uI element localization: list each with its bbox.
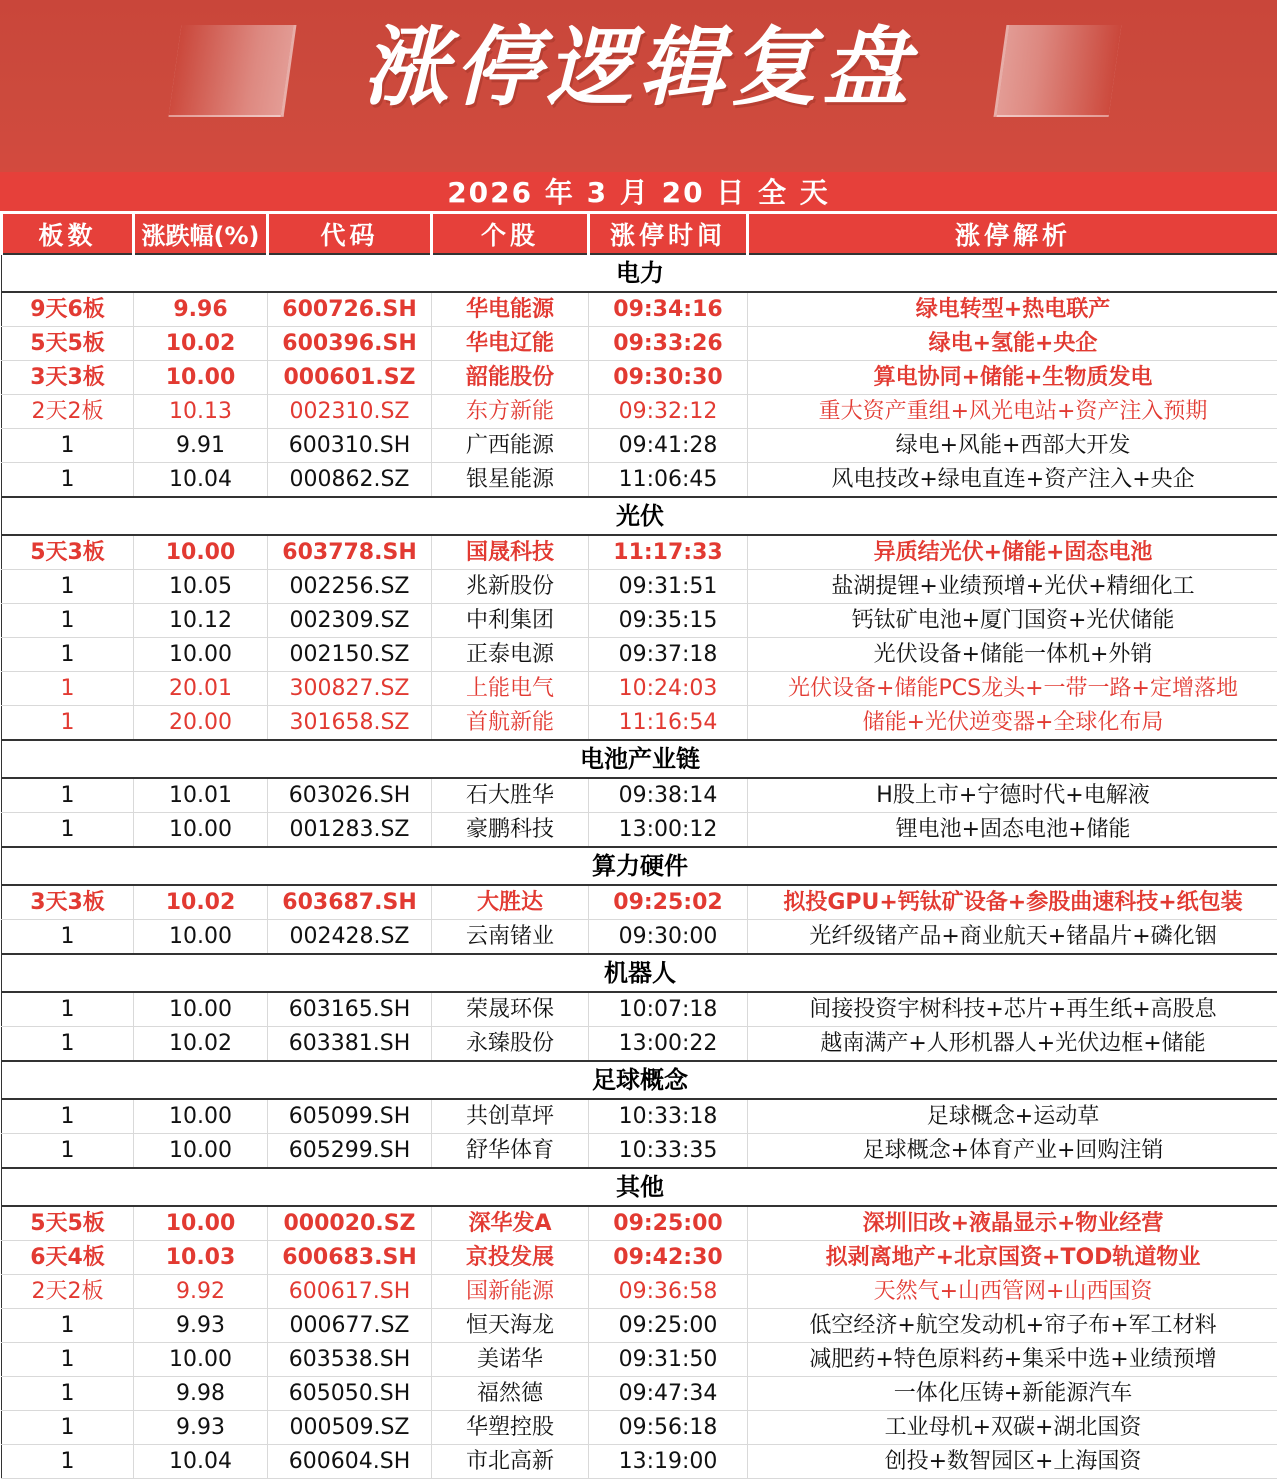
cell-stock-name: 共创草坪 <box>432 1099 589 1134</box>
cell-limit-time: 09:31:51 <box>589 570 748 604</box>
cell-limit-time: 13:00:22 <box>589 1027 748 1062</box>
table-row <box>2 1343 1277 1377</box>
cell-stock-name: 美诺华 <box>432 1343 589 1377</box>
cell-boards: 1 <box>2 570 134 604</box>
cell-change-pct: 10.00 <box>134 638 268 672</box>
cell-boards: 1 <box>2 1377 134 1411</box>
table-row <box>2 1411 1277 1445</box>
cell-change-pct: 10.00 <box>134 813 268 848</box>
cell-change-pct: 10.00 <box>134 1134 268 1169</box>
cell-stock-name: 上能电气 <box>432 672 589 706</box>
cell-code: 000020.SZ <box>268 1206 432 1241</box>
cell-limit-time: 09:25:02 <box>589 885 748 920</box>
cell-stock-name: 恒天海龙 <box>432 1309 589 1343</box>
column-header-boards: 板数 <box>2 214 134 254</box>
cell-change-pct: 10.12 <box>134 604 268 638</box>
cell-stock-name: 豪鹏科技 <box>432 813 589 848</box>
table-row <box>2 1134 1277 1169</box>
cell-stock-name: 舒华体育 <box>432 1134 589 1169</box>
cell-analysis: 算电协同+储能+生物质发电 <box>748 361 1277 395</box>
cell-analysis: 足球概念+体育产业+回购注销 <box>748 1134 1277 1169</box>
cell-change-pct: 10.00 <box>134 992 268 1027</box>
table-row <box>2 672 1277 706</box>
cell-limit-time: 10:33:35 <box>589 1134 748 1169</box>
cell-code: 605050.SH <box>268 1377 432 1411</box>
table-row <box>2 1241 1277 1275</box>
table-body <box>2 254 1277 1479</box>
table-row <box>2 570 1277 604</box>
cell-limit-time: 09:36:58 <box>589 1275 748 1309</box>
cell-code: 603026.SH <box>268 778 432 813</box>
cell-limit-time: 09:47:34 <box>589 1377 748 1411</box>
cell-code: 600683.SH <box>268 1241 432 1275</box>
cell-code: 603538.SH <box>268 1343 432 1377</box>
cell-code: 002309.SZ <box>268 604 432 638</box>
cell-stock-name: 市北高新 <box>432 1445 589 1479</box>
cell-analysis: 重大资产重组+风光电站+资产注入预期 <box>748 395 1277 429</box>
table-row <box>2 463 1277 498</box>
cell-code: 605099.SH <box>268 1099 432 1134</box>
section-header-row <box>2 740 1277 778</box>
cell-stock-name: 东方新能 <box>432 395 589 429</box>
cell-change-pct: 10.02 <box>134 1027 268 1062</box>
cell-boards: 3天3板 <box>2 361 134 395</box>
cell-limit-time: 11:17:33 <box>589 535 748 570</box>
cell-change-pct: 10.02 <box>134 327 268 361</box>
cell-stock-name: 国新能源 <box>432 1275 589 1309</box>
cell-stock-name: 银星能源 <box>432 463 589 498</box>
cell-stock-name: 华电能源 <box>432 292 589 327</box>
table-row <box>2 706 1277 741</box>
cell-boards: 1 <box>2 1445 134 1479</box>
section-header-row <box>2 954 1277 992</box>
cell-change-pct: 10.03 <box>134 1241 268 1275</box>
cell-change-pct: 10.00 <box>134 1343 268 1377</box>
table-row <box>2 638 1277 672</box>
cell-boards: 1 <box>2 813 134 848</box>
cell-stock-name: 韶能股份 <box>432 361 589 395</box>
cell-limit-time: 11:06:45 <box>589 463 748 498</box>
cell-code: 603687.SH <box>268 885 432 920</box>
cell-code: 301658.SZ <box>268 706 432 741</box>
column-header-analysis: 涨停解析 <box>748 214 1277 254</box>
cell-boards: 1 <box>2 1027 134 1062</box>
cell-limit-time: 09:31:50 <box>589 1343 748 1377</box>
cell-code: 300827.SZ <box>268 672 432 706</box>
cell-code: 605299.SH <box>268 1134 432 1169</box>
cell-analysis: 盐湖提锂+业绩预增+光伏+精细化工 <box>748 570 1277 604</box>
table-row <box>2 1275 1277 1309</box>
cell-change-pct: 9.98 <box>134 1377 268 1411</box>
cell-analysis: 绿电转型+热电联产 <box>748 292 1277 327</box>
cell-analysis: 锂电池+固态电池+储能 <box>748 813 1277 848</box>
cell-limit-time: 09:25:00 <box>589 1206 748 1241</box>
table-row <box>2 429 1277 463</box>
cell-boards: 1 <box>2 672 134 706</box>
table-row <box>2 992 1277 1027</box>
cell-analysis: 光伏设备+储能一体机+外销 <box>748 638 1277 672</box>
table-row <box>2 1027 1277 1062</box>
cell-boards: 1 <box>2 604 134 638</box>
cell-limit-time: 13:19:00 <box>589 1445 748 1479</box>
column-header-code: 代码 <box>268 214 432 254</box>
cell-stock-name: 京投发展 <box>432 1241 589 1275</box>
title-banner <box>0 0 1277 172</box>
limit-up-table <box>0 214 1277 1479</box>
cell-change-pct: 10.00 <box>134 1206 268 1241</box>
cell-analysis: 工业母机+双碳+湖北国资 <box>748 1411 1277 1445</box>
cell-boards: 1 <box>2 638 134 672</box>
cell-analysis: 一体化压铸+新能源汽车 <box>748 1377 1277 1411</box>
cell-stock-name: 首航新能 <box>432 706 589 741</box>
cell-code: 002428.SZ <box>268 920 432 955</box>
table-row <box>2 920 1277 955</box>
cell-limit-time: 09:30:30 <box>589 361 748 395</box>
table-row <box>2 395 1277 429</box>
section-header-row <box>2 497 1277 535</box>
table-row <box>2 292 1277 327</box>
cell-limit-time: 09:41:28 <box>589 429 748 463</box>
section-header-row <box>2 847 1277 885</box>
cell-limit-time: 09:35:15 <box>589 604 748 638</box>
cell-boards: 1 <box>2 706 134 741</box>
cell-code: 002256.SZ <box>268 570 432 604</box>
cell-change-pct: 20.00 <box>134 706 268 741</box>
cell-stock-name: 深华发A <box>432 1206 589 1241</box>
table-row <box>2 778 1277 813</box>
section-title: 电力 <box>2 254 1277 292</box>
cell-analysis: 足球概念+运动草 <box>748 1099 1277 1134</box>
cell-code: 600726.SH <box>268 292 432 327</box>
table-row <box>2 885 1277 920</box>
cell-boards: 1 <box>2 1411 134 1445</box>
cell-stock-name: 华电辽能 <box>432 327 589 361</box>
cell-code: 603381.SH <box>268 1027 432 1062</box>
cell-limit-time: 09:33:26 <box>589 327 748 361</box>
cell-boards: 1 <box>2 1134 134 1169</box>
cell-boards: 1 <box>2 992 134 1027</box>
cell-limit-time: 09:32:12 <box>589 395 748 429</box>
cell-analysis: 风电技改+绿电直连+资产注入+央企 <box>748 463 1277 498</box>
section-title: 光伏 <box>2 497 1277 535</box>
cell-boards: 3天3板 <box>2 885 134 920</box>
table-row <box>2 1206 1277 1241</box>
cell-limit-time: 10:33:18 <box>589 1099 748 1134</box>
cell-stock-name: 广西能源 <box>432 429 589 463</box>
cell-stock-name: 福然德 <box>432 1377 589 1411</box>
cell-change-pct: 10.13 <box>134 395 268 429</box>
column-header-stock: 个股 <box>432 214 589 254</box>
cell-change-pct: 9.96 <box>134 292 268 327</box>
cell-boards: 5天5板 <box>2 327 134 361</box>
cell-limit-time: 09:25:00 <box>589 1309 748 1343</box>
cell-change-pct: 9.93 <box>134 1309 268 1343</box>
cell-analysis: 间接投资宇树科技+芯片+再生纸+高股息 <box>748 992 1277 1027</box>
table-row <box>2 327 1277 361</box>
column-header-limit-time: 涨停时间 <box>589 214 748 254</box>
cell-code: 000862.SZ <box>268 463 432 498</box>
cell-stock-name: 永臻股份 <box>432 1027 589 1062</box>
cell-boards: 6天4板 <box>2 1241 134 1275</box>
cell-analysis: 越南满产+人形机器人+光伏边框+储能 <box>748 1027 1277 1062</box>
cell-analysis: H股上市+宁德时代+电解液 <box>748 778 1277 813</box>
section-title: 机器人 <box>2 954 1277 992</box>
cell-boards: 1 <box>2 463 134 498</box>
cell-boards: 1 <box>2 1343 134 1377</box>
table-row <box>2 1309 1277 1343</box>
table-row <box>2 361 1277 395</box>
cell-code: 600396.SH <box>268 327 432 361</box>
section-title: 算力硬件 <box>2 847 1277 885</box>
cell-code: 001283.SZ <box>268 813 432 848</box>
cell-change-pct: 10.00 <box>134 361 268 395</box>
cell-change-pct: 9.91 <box>134 429 268 463</box>
section-title: 其他 <box>2 1168 1277 1206</box>
cell-change-pct: 20.01 <box>134 672 268 706</box>
cell-change-pct: 10.00 <box>134 535 268 570</box>
cell-stock-name: 云南锗业 <box>432 920 589 955</box>
column-header-change-pct: 涨跌幅(%) <box>134 214 268 254</box>
cell-analysis: 储能+光伏逆变器+全球化布局 <box>748 706 1277 741</box>
cell-analysis: 拟投GPU+钙钛矿设备+参股曲速科技+纸包装 <box>748 885 1277 920</box>
section-title: 足球概念 <box>2 1061 1277 1099</box>
cell-boards: 1 <box>2 1099 134 1134</box>
cell-analysis: 深圳旧改+液晶显示+物业经营 <box>748 1206 1277 1241</box>
cell-code: 000601.SZ <box>268 361 432 395</box>
cell-stock-name: 中利集团 <box>432 604 589 638</box>
cell-limit-time: 10:24:03 <box>589 672 748 706</box>
cell-change-pct: 9.92 <box>134 1275 268 1309</box>
cell-boards: 1 <box>2 920 134 955</box>
cell-change-pct: 10.00 <box>134 1099 268 1134</box>
cell-boards: 5天5板 <box>2 1206 134 1241</box>
cell-change-pct: 10.05 <box>134 570 268 604</box>
cell-analysis: 绿电+氢能+央企 <box>748 327 1277 361</box>
cell-analysis: 减肥药+特色原料药+集采中选+业绩预增 <box>748 1343 1277 1377</box>
cell-boards: 9天6板 <box>2 292 134 327</box>
cell-limit-time: 11:16:54 <box>589 706 748 741</box>
cell-code: 002310.SZ <box>268 395 432 429</box>
section-header-row <box>2 1168 1277 1206</box>
cell-change-pct: 10.00 <box>134 920 268 955</box>
cell-limit-time: 09:38:14 <box>589 778 748 813</box>
cell-limit-time: 09:56:18 <box>589 1411 748 1445</box>
table-row <box>2 604 1277 638</box>
cell-code: 603778.SH <box>268 535 432 570</box>
cell-stock-name: 石大胜华 <box>432 778 589 813</box>
cell-stock-name: 华塑控股 <box>432 1411 589 1445</box>
table-header-row <box>2 214 1277 254</box>
cell-analysis: 绿电+风能+西部大开发 <box>748 429 1277 463</box>
cell-code: 600617.SH <box>268 1275 432 1309</box>
cell-stock-name: 荣晟环保 <box>432 992 589 1027</box>
cell-stock-name: 兆新股份 <box>432 570 589 604</box>
cell-analysis: 光纤级锗产品+商业航天+锗晶片+磷化铟 <box>748 920 1277 955</box>
table-row <box>2 1445 1277 1479</box>
cell-analysis: 异质结光伏+储能+固态电池 <box>748 535 1277 570</box>
cell-analysis: 创投+数智园区+上海国资 <box>748 1445 1277 1479</box>
cell-limit-time: 09:30:00 <box>589 920 748 955</box>
cell-code: 002150.SZ <box>268 638 432 672</box>
table-row <box>2 1377 1277 1411</box>
cell-analysis: 钙钛矿电池+厦门国资+光伏储能 <box>748 604 1277 638</box>
page-title: 涨停逻辑复盘 <box>0 18 1277 118</box>
section-header-row <box>2 254 1277 292</box>
cell-stock-name: 国晟科技 <box>432 535 589 570</box>
cell-boards: 1 <box>2 429 134 463</box>
cell-stock-name: 大胜达 <box>432 885 589 920</box>
cell-code: 000677.SZ <box>268 1309 432 1343</box>
cell-limit-time: 13:00:12 <box>589 813 748 848</box>
cell-analysis: 拟剥离地产+北京国资+TOD轨道物业 <box>748 1241 1277 1275</box>
cell-limit-time: 09:37:18 <box>589 638 748 672</box>
cell-limit-time: 10:07:18 <box>589 992 748 1027</box>
cell-change-pct: 10.01 <box>134 778 268 813</box>
date-line: 2026 年 3 月 20 日 全 天 <box>0 172 1277 214</box>
cell-boards: 5天3板 <box>2 535 134 570</box>
section-title: 电池产业链 <box>2 740 1277 778</box>
cell-analysis: 光伏设备+储能PCS龙头+一带一路+定增落地 <box>748 672 1277 706</box>
cell-limit-time: 09:42:30 <box>589 1241 748 1275</box>
cell-limit-time: 09:34:16 <box>589 292 748 327</box>
cell-change-pct: 10.02 <box>134 885 268 920</box>
cell-code: 600310.SH <box>268 429 432 463</box>
cell-change-pct: 10.04 <box>134 463 268 498</box>
table-row <box>2 1099 1277 1134</box>
table-row <box>2 813 1277 848</box>
section-header-row <box>2 1061 1277 1099</box>
cell-code: 600604.SH <box>268 1445 432 1479</box>
cell-boards: 1 <box>2 778 134 813</box>
cell-boards: 1 <box>2 1309 134 1343</box>
cell-boards: 2天2板 <box>2 395 134 429</box>
cell-code: 603165.SH <box>268 992 432 1027</box>
cell-change-pct: 9.93 <box>134 1411 268 1445</box>
cell-code: 000509.SZ <box>268 1411 432 1445</box>
cell-analysis: 低空经济+航空发动机+帘子布+军工材料 <box>748 1309 1277 1343</box>
cell-analysis: 天然气+山西管网+山西国资 <box>748 1275 1277 1309</box>
cell-stock-name: 正泰电源 <box>432 638 589 672</box>
cell-change-pct: 10.04 <box>134 1445 268 1479</box>
table-row <box>2 535 1277 570</box>
cell-boards: 2天2板 <box>2 1275 134 1309</box>
